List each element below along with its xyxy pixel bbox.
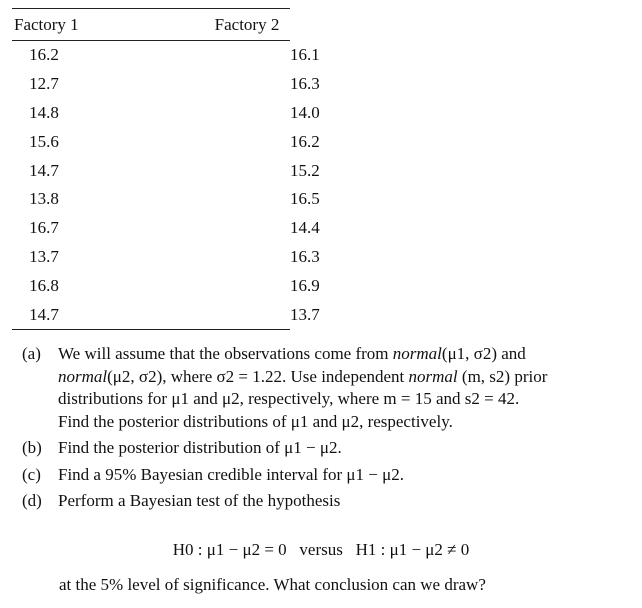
part-b-label: (b) — [22, 438, 42, 457]
factory-1-value: 13.8 — [29, 189, 59, 209]
factory-1-value: 15.6 — [29, 131, 59, 151]
part-a-line2-end: (m, s2) prior — [457, 366, 548, 386]
hypothesis-statement: H0 : μ1 − μ2 = 0 versus H1 : μ1 − μ2 ≠ 0 — [172, 540, 470, 559]
factory-1-value: 14.7 — [29, 160, 59, 180]
normal-fn: normal — [408, 366, 458, 386]
part-a-line3: distributions for μ1 and μ2, respectively, where m = 15 and s2 = 42. — [58, 389, 520, 408]
factory-2-value: 14.4 — [290, 218, 320, 238]
table-row — [12, 214, 320, 243]
data-table — [12, 8, 320, 330]
part-a-text — [58, 343, 626, 433]
factory-2-value: 13.7 — [290, 304, 320, 324]
part-c — [22, 464, 626, 487]
table-body — [12, 41, 320, 329]
header-factory-1: Factory 1 — [14, 14, 79, 34]
factory-1-value: 16.8 — [29, 275, 59, 295]
factory-1-value: 14.8 — [29, 102, 59, 122]
table-row — [12, 300, 320, 329]
part-d — [22, 490, 626, 513]
factory-2-value: 15.2 — [290, 160, 320, 180]
normal-fn: normal — [58, 366, 108, 386]
part-d-label: (d) — [22, 491, 42, 510]
part-c-label: (c) — [22, 464, 41, 484]
table-row — [12, 185, 320, 214]
part-a-line1: We will assume that the observations come from — [58, 344, 393, 363]
factory-2-value: 16.3 — [290, 74, 320, 94]
part-c-text: Find a 95% Bayesian credible interval for μ1 − μ2. — [58, 464, 405, 484]
factory-2-value: 14.0 — [290, 102, 320, 122]
factory-1-value: 16.2 — [29, 45, 59, 65]
factory-2-value: 16.3 — [290, 246, 320, 266]
table-row — [12, 127, 320, 156]
part-d-text: Perform a Bayesian test of the hypothesis — [58, 491, 341, 510]
part-b-text: Find the posterior distribution of μ1 − μ2. — [58, 438, 342, 457]
factory-2-value: 16.5 — [290, 189, 320, 209]
header-factory-2: Factory 2 — [214, 14, 280, 34]
table-row — [12, 156, 320, 185]
factory-1-value: 14.7 — [29, 304, 59, 324]
part-a-line1-post: (μ1, σ2) and — [441, 344, 526, 363]
table-row — [12, 70, 320, 99]
table-header — [12, 9, 290, 41]
factory-2-value: 16.9 — [290, 275, 320, 295]
table-row — [12, 99, 320, 128]
factory-1-value: 12.7 — [29, 74, 59, 94]
table-row — [12, 271, 320, 300]
table-row — [12, 41, 320, 70]
factory-2-value: 16.1 — [290, 45, 320, 65]
part-a — [22, 343, 626, 433]
factory-1-value: 13.7 — [29, 246, 59, 266]
normal-fn: normal — [392, 344, 442, 363]
factory-1-value: 16.7 — [29, 218, 59, 238]
part-a-line2: (μ2, σ2), where σ2 = 1.22. Use independent — [107, 366, 409, 386]
part-a-label: (a) — [22, 344, 41, 363]
part-b — [22, 437, 626, 460]
table-row — [12, 243, 320, 272]
part-a-line4: Find the posterior distributions of μ1 and μ2, respectively. — [58, 411, 453, 431]
factory-2-value: 16.2 — [290, 131, 320, 151]
exercise-parts — [22, 343, 626, 517]
conclusion-question: at the 5% level of significance. What conclusion can we draw? — [59, 575, 486, 594]
